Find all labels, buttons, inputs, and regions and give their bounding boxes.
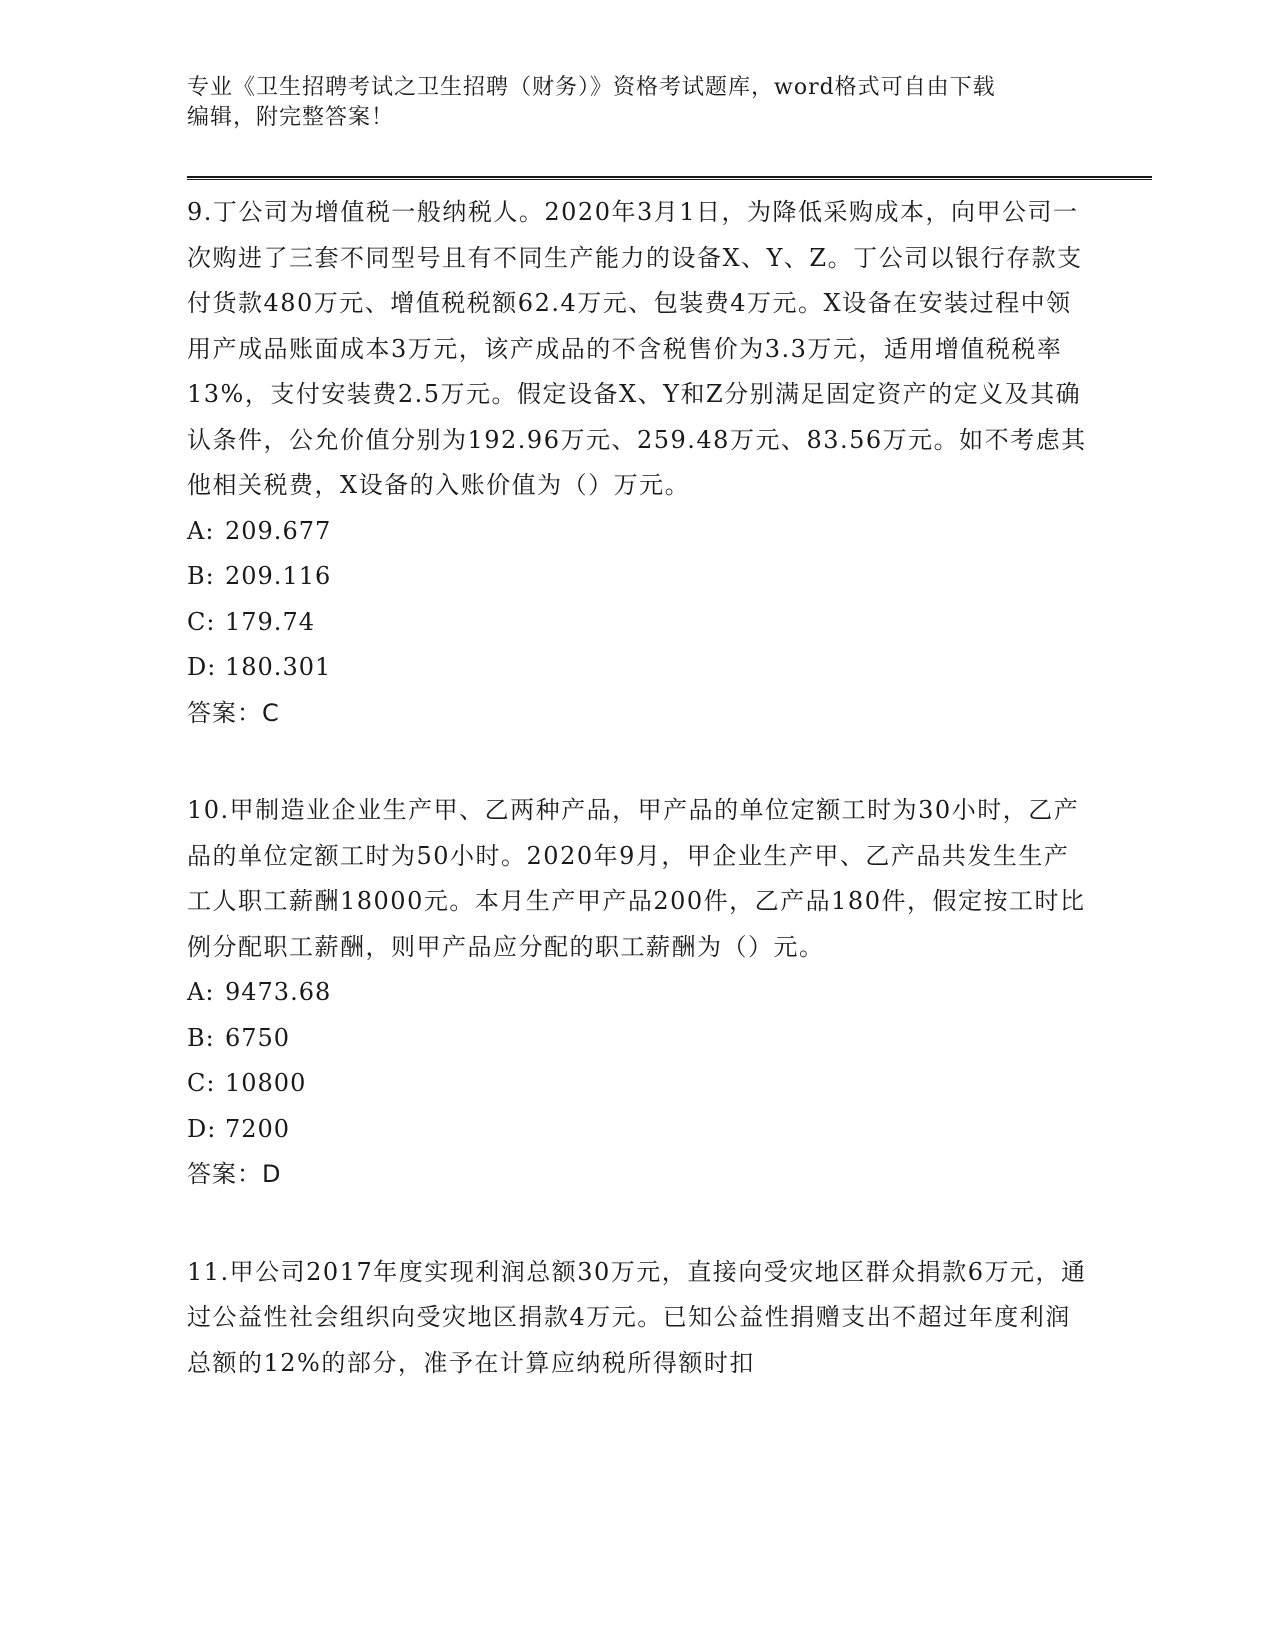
option-value: 6750 [225,1023,291,1052]
option-c[interactable] [187,1061,1087,1107]
header-divider [187,176,1152,180]
question-9 [187,190,1087,736]
header-line-2: 编辑，附完整答案！ [187,105,395,130]
option-value: 179.74 [225,607,315,636]
option-value: 10800 [225,1069,307,1097]
question-list [187,190,1087,1438]
document-header [187,73,1087,133]
option-value: 209.116 [225,562,332,590]
option-letter: D: [187,1114,217,1143]
question-11 [187,1250,1087,1387]
question-text: 9.丁公司为增值税一般纳税人。2020年3月1日，为降低采购成本，向甲公司一次购进了三套不同型号且有不同生产能力的设备X、Y、Z。丁公司以银行存款支付货款480万元、增值税税额62.4万元、包装费4万元。X设备在安装过程中领用产成品账面成本3万元，该产成品的不含税售价为3.3万元，适用增值税税率13%，支付安装费2.5万元。假定设备X、Y和Z分别满足固定资产的定义及其确认条件，公允价值分别为192.96万元、259.48万元、83.56万元。如不考虑其他相关税费，X设备的入账价值为（）万元。 [187,198,1087,499]
option-value: 209.677 [225,516,332,545]
question-10 [187,788,1087,1198]
option-letter: B: [187,562,215,590]
option-b[interactable] [187,554,1087,600]
option-a[interactable] [187,509,1087,555]
option-letter: B: [187,1023,215,1052]
question-text: 11.甲公司2017年度实现利润总额30万元，直接向受灾地区群众捐款6万元，通过公益性社会组织向受灾地区捐款4万元。已知公益性捐赠支出不超过年度利润总额的12%的部分，准予在计算应纳税所得额时扣 [187,1257,1087,1377]
option-letter: C: [187,607,216,636]
question-text: 10.甲制造业企业生产甲、乙两种产品，甲产品的单位定额工时为30小时，乙产品的单位定额工时为50小时。2020年9月，甲企业生产甲、乙产品共发生生产工人职工薪酬18000元。本月生产甲产品200件，乙产品180件，假定按工时比例分配职工薪酬，则甲产品应分配的职工薪酬为（）元。 [187,796,1086,961]
option-value: 180.301 [225,653,332,681]
answer-label: 答案：D [187,1160,282,1188]
option-value: 7200 [225,1114,291,1143]
option-letter: A: [187,978,215,1006]
option-d[interactable] [187,1107,1087,1153]
option-d[interactable] [187,645,1087,691]
header-line-1: 专业《卫生招聘考试之卫生招聘（财务）》资格考试题库，word格式可自由下载 [187,75,996,100]
option-letter: A: [187,516,215,545]
option-b[interactable] [187,1016,1087,1062]
option-a[interactable] [187,970,1087,1016]
option-value: 9473.68 [225,978,332,1006]
option-letter: D: [187,653,217,681]
answer-label: 答案：C [187,698,280,727]
option-letter: C: [187,1069,216,1097]
option-c[interactable] [187,600,1087,646]
